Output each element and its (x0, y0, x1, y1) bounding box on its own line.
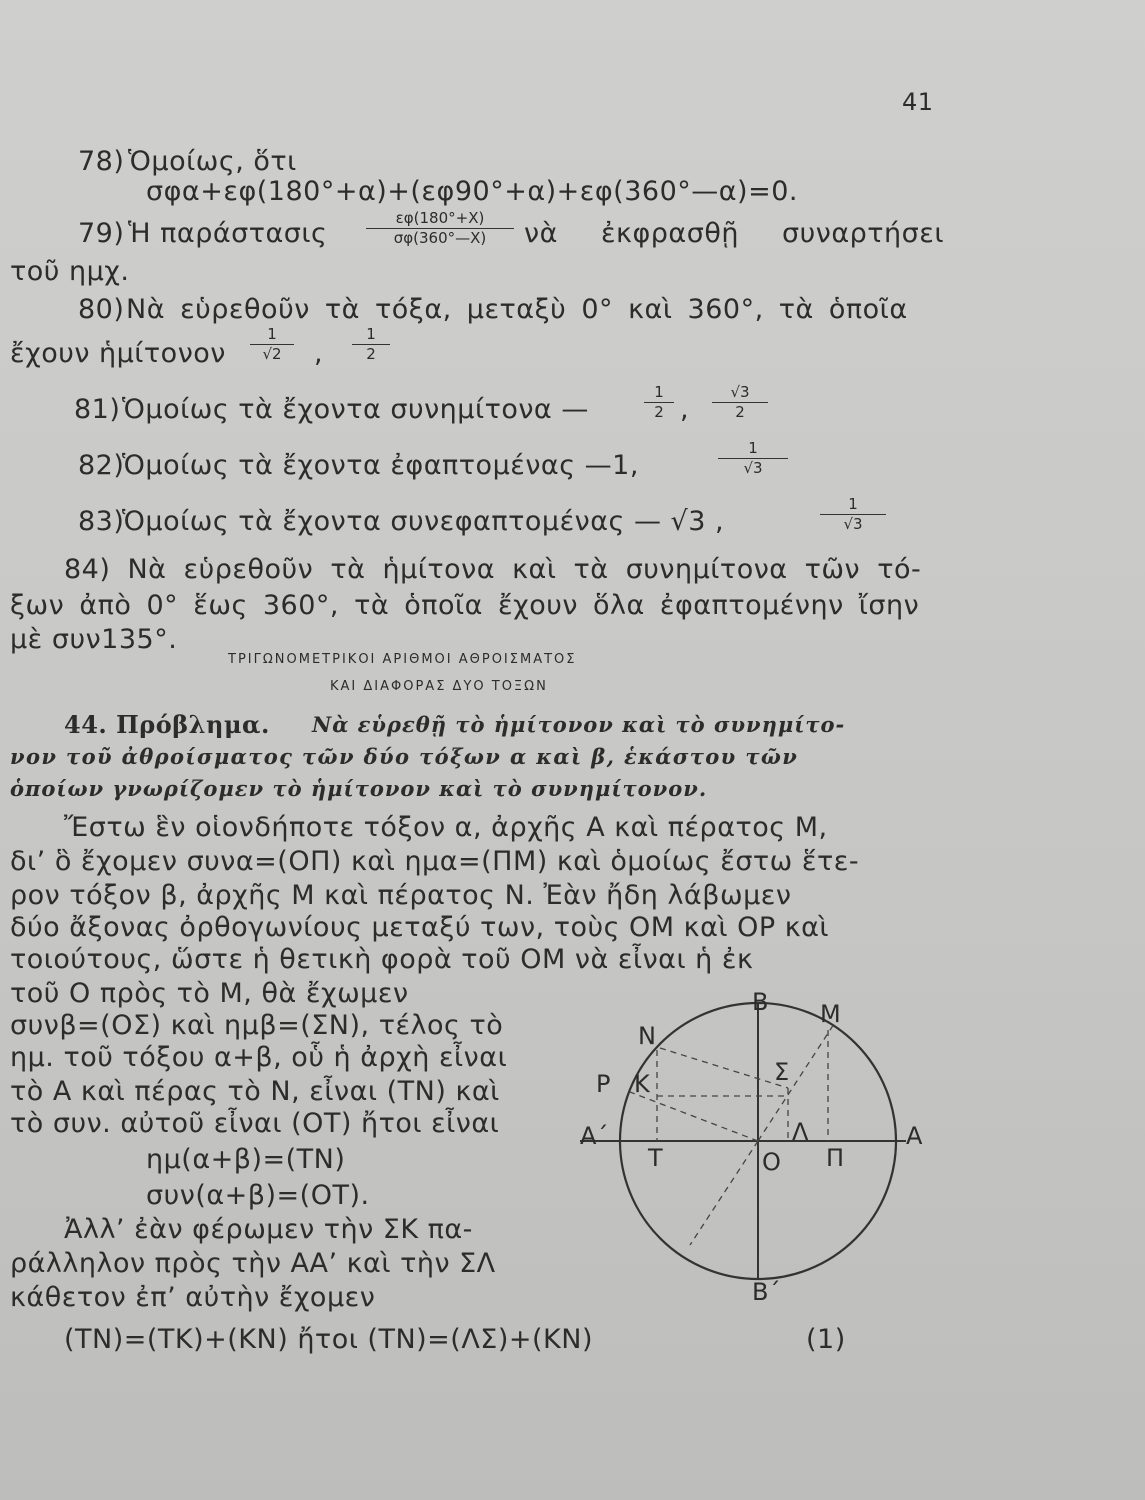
problem-narrow-line-5: τὸ συν. αὐτοῦ εἶναι (ΟΤ) ἤτοι εἶναι (10, 1108, 500, 1139)
problem-narrow-line-2: συνβ=(ΟΣ) καὶ ημβ=(ΣΝ), τέλος τὸ (10, 1010, 504, 1041)
exercise-79-text: Ἡ παράστασις (128, 218, 328, 249)
exercise-82-number: 82) (78, 450, 125, 481)
fraction-numerator: 1 (748, 439, 758, 457)
label-A: Α (906, 1122, 923, 1150)
fraction-numerator: √3 (730, 383, 750, 401)
axis-OP (630, 1092, 758, 1141)
problem-narrow-line-1: τοῦ Ο πρὸς τὸ Μ, θὰ ἔχωμεν (10, 978, 409, 1009)
fraction-denominator: √3 (743, 459, 763, 477)
fraction-numerator: 1 (654, 383, 664, 401)
exercise-79-line2: τοῦ ημχ. (10, 256, 130, 287)
fraction-denominator: √2 (262, 345, 282, 363)
exercise-81-number: 81) (74, 394, 121, 425)
final-equation: (ΤΝ)=(ΤΚ)+(ΚΝ) ἤτοι (ΤΝ)=(ΛΣ)+(ΚΝ) (64, 1324, 593, 1355)
exercise-84-line-3: μὲ συν135°. (10, 624, 178, 655)
segment-NS (660, 1048, 788, 1088)
problem-after-line-3: κάθετον ἐπ’ αὐτὴν ἔχομεν (10, 1282, 376, 1313)
equation-cos-sum: συν(α+β)=(ΟΤ). (146, 1180, 370, 1211)
label-B-prime: Β΄ (752, 1278, 781, 1306)
problem-body-line-5: τοιούτους, ὥστε ἡ θετικὴ φορὰ τοῦ ΟΜ νὰ εἶναι ἡ ἐκ (10, 944, 754, 975)
exercise-81-text: Ὁμοίως τὰ ἔχοντα συνημίτονα — (122, 394, 589, 425)
exercise-78-formula: σφα+εφ(180°+α)+(εφ90°+α)+εφ(360°—α)=0. (146, 176, 798, 207)
fraction-denominator: 2 (654, 403, 664, 421)
problem-label: 44. Πρόβλημα. (64, 710, 270, 739)
label-A-prime: Α΄ (580, 1122, 609, 1150)
exercise-80-number: 80) (78, 294, 125, 325)
problem-statement-line-3: ὁποίων γνωρίζομεν τὸ ἡμίτονον καὶ τὸ συνημίτονον. (10, 776, 708, 801)
exercise-84-line-1: 84) Νὰ εὑρεθοῦν τὰ ἡμίτονα καὶ τὰ συνημίτονα τῶν τό- (64, 554, 922, 585)
exercise-83-number: 83) (78, 506, 125, 537)
equation-sin-sum: ημ(α+β)=(ΤΝ) (146, 1144, 346, 1175)
radius-OM-extension (690, 1141, 758, 1245)
label-P: Ρ (596, 1070, 611, 1098)
final-equation-number: (1) (806, 1324, 846, 1355)
fraction-separator: , (314, 338, 324, 369)
section-heading-line-2: ΚΑΙ ΔΙΑΦΟΡΑΣ ΔΥΟ ΤΟΞΩΝ (330, 679, 548, 694)
problem-narrow-line-3: ημ. τοῦ τόξου α+β, οὗ ἡ ἀρχὴ εἶναι (10, 1042, 508, 1073)
label-S: Σ (774, 1058, 790, 1086)
label-Pi: Π (826, 1144, 845, 1172)
problem-after-line-2: ράλληλον πρὸς τὴν ΑΑ’ καὶ τὴν ΣΛ (10, 1248, 496, 1279)
label-T: Τ (648, 1144, 663, 1172)
fraction-separator: , (680, 394, 690, 425)
exercise-84-line-2: ξων ἀπὸ 0° ἕως 360°, τὰ ὁποῖα ἔχουν ὅλα ἐφαπτομένην ἴσην (10, 590, 920, 621)
exercise-80-text: Νὰ εὑρεθοῦν τὰ τόξα, μεταξὺ 0° καὶ 360°, τὰ ὁποῖα (126, 294, 908, 325)
label-N: Ν (638, 1022, 656, 1050)
exercise-82-text: Ὁμοίως τὰ ἔχοντα ἐφαπτομένας —1, (122, 450, 639, 481)
label-M: Μ (820, 1000, 841, 1028)
exercise-78-text: Ὁμοίως, ὅτι (128, 146, 297, 177)
fraction-numerator: εφ(180°+Χ) (395, 209, 485, 227)
fraction-numerator: 1 (848, 495, 858, 513)
exercise-83-text: Ὁμοίως τὰ ἔχοντα συνεφαπτομένας — √3 , (122, 506, 725, 537)
fraction-denominator: √3 (843, 515, 863, 533)
page-number: 41 (902, 88, 934, 116)
fraction-denominator: 2 (366, 345, 376, 363)
problem-statement-line-1: Νὰ εὑρεθῇ τὸ ἡμίτονον καὶ τὸ συνημίτο- (312, 712, 846, 737)
exercise-79-after: νὰ ἐκφρασθῇ συναρτήσει (524, 218, 945, 249)
problem-body-line-4: δύο ἄξονας ὀρθογωνίους μεταξύ των, τοὺς ΟΜ καὶ ΟΡ καὶ (10, 912, 830, 943)
exercise-80-line2: ἔχουν ἡμίτονον (10, 338, 226, 369)
label-L: Λ (792, 1118, 809, 1146)
fraction-numerator: 1 (267, 325, 277, 343)
problem-narrow-line-4: τὸ Α καὶ πέρας τὸ Ν, εἶναι (ΤΝ) καὶ (10, 1076, 500, 1107)
exercise-78-number: 78) (78, 146, 125, 177)
problem-after-line-1: Ἀλλ’ ἐὰν φέρωμεν τὴν ΣΚ πα- (64, 1214, 473, 1245)
problem-body-line-2: δι’ ὃ ἔχομεν συνα=(ΟΠ) καὶ ημα=(ΠΜ) καὶ ὁμοίως ἔστω ἕτε- (10, 846, 860, 877)
section-heading-line-1: ΤΡΙΓΩΝΟΜΕΤΡΙΚΟΙ ΑΡΙΘΜΟΙ ΑΘΡΟΙΣΜΑΤΟΣ (228, 652, 577, 667)
problem-body-line-1: Ἔστω ἓν οἱονδήποτε τόξον α, ἀρχῆς Α καὶ πέρατος Μ, (64, 812, 828, 843)
label-O: Ο (762, 1148, 781, 1176)
problem-body-line-3: ρον τόξον β, ἀρχῆς Μ καὶ πέρατος Ν. Ἐὰν ἤδη λάβωμεν (10, 880, 792, 911)
label-B: Β (752, 988, 769, 1016)
fraction-denominator: 2 (735, 403, 745, 421)
label-K: Κ (634, 1070, 650, 1098)
fraction-numerator: 1 (366, 325, 376, 343)
exercise-79-number: 79) (78, 218, 125, 249)
problem-statement-line-2: νον τοῦ ἀθροίσματος τῶν δύο τόξων α καὶ β, ἑκάστου τῶν (10, 744, 799, 769)
fraction-denominator: σφ(360°—Χ) (393, 229, 487, 247)
